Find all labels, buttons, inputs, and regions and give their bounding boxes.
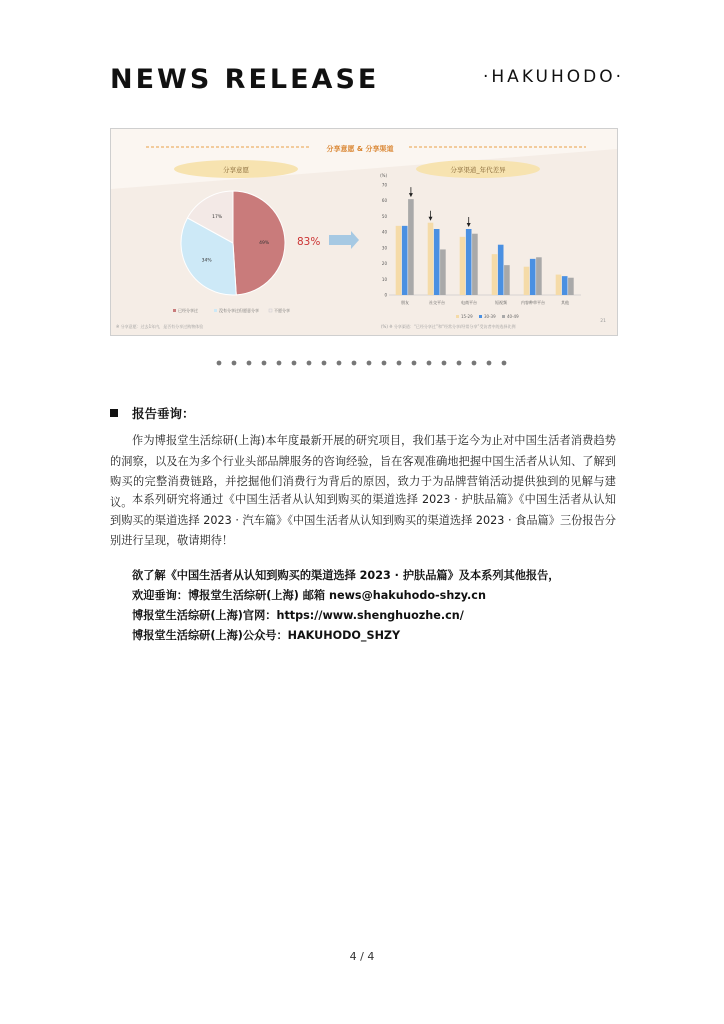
square-bullet-icon bbox=[110, 409, 118, 417]
bar bbox=[556, 275, 562, 295]
bar bbox=[568, 278, 574, 295]
divider-dot bbox=[457, 361, 462, 366]
bar bbox=[408, 199, 414, 295]
bar-legend-swatch bbox=[502, 315, 505, 318]
divider-dot bbox=[442, 361, 447, 366]
bar bbox=[530, 259, 536, 295]
bar bbox=[472, 234, 478, 295]
divider-dot bbox=[367, 361, 372, 366]
y-tick-label: 20 bbox=[381, 261, 387, 267]
divider-dot bbox=[352, 361, 357, 366]
bar-legend-swatch bbox=[456, 315, 459, 318]
paragraph-1: 作为博报堂生活综研(上海)本年度最新开展的研究项目，我们基于迄今为止对中国生活者消费趋势的洞察，以及在为多个行业头部品牌服务的咨询经验，旨在客观准确地把握中国生活者从认知、了解到购买的完整消费链路，并挖掘他们消费行为背后的原因，致力于为品牌营销活动提供独到的见解与建议。 bbox=[110, 434, 616, 509]
dot-divider bbox=[215, 357, 510, 369]
divider-dot bbox=[337, 361, 342, 366]
divider-dot bbox=[307, 361, 312, 366]
divider-dot bbox=[262, 361, 267, 366]
left-title: 分享意愿 bbox=[223, 166, 249, 174]
bar-legend-swatch bbox=[479, 315, 482, 318]
x-tick-label: 社交平台 bbox=[429, 300, 445, 305]
y-tick-label: 0 bbox=[384, 292, 387, 298]
pie-legend-label: 已经分享过 bbox=[178, 308, 198, 313]
section-heading-text: 报告垂询： bbox=[132, 406, 195, 421]
news-release-title: NEWS RELEASE bbox=[110, 64, 380, 95]
highlight-percent: 83% bbox=[297, 236, 321, 248]
bar bbox=[504, 265, 510, 295]
y-tick-label: 70 bbox=[381, 182, 387, 188]
pie-legend-label: 没有分享过但愿意分享 bbox=[219, 308, 259, 313]
pie-legend-label: 不愿分享 bbox=[274, 308, 290, 313]
contact-block bbox=[132, 566, 559, 646]
divider-dot bbox=[247, 361, 252, 366]
pie-legend-swatch bbox=[173, 309, 176, 312]
right-footnote: (%) ※ 分享渠道：“已经分享过”和“经常分享/经常分享”受访者中的选择比例 bbox=[381, 324, 516, 329]
pie-slice-label: 49% bbox=[259, 241, 270, 247]
divider-dot bbox=[277, 361, 282, 366]
pie-legend-swatch bbox=[214, 309, 217, 312]
bar bbox=[434, 229, 440, 295]
y-tick-label: 30 bbox=[381, 245, 387, 251]
contact-line-1: 欲了解《中国生活者从认知到购买的渠道选择 2023 · 护肤品篇》及本系列其他报告， bbox=[132, 569, 560, 582]
bar-legend bbox=[456, 314, 519, 319]
paragraph-2: 本系列研究将通过《中国生活者从认知到购买的渠道选择 2023 · 护肤品篇》《中国生活者从认知到购买的渠道选择 2023 · 汽车篇》《中国生活者从认知到购买的渠道选择 2023 · 食品篇》三份报告分别进行呈现，敬请期待！ bbox=[110, 493, 616, 547]
x-tick-label: 朋友 bbox=[401, 300, 409, 305]
divider-dot bbox=[487, 361, 492, 366]
bar bbox=[492, 254, 498, 295]
contact-line-4: 博报堂生活综研(上海)公众号：HAKUHODO_SHZY bbox=[132, 629, 401, 642]
pie-legend-swatch bbox=[269, 309, 272, 312]
bar bbox=[396, 226, 402, 295]
page-number: 4 / 4 bbox=[349, 950, 375, 963]
pie-slice-label: 17% bbox=[212, 215, 223, 221]
bar bbox=[402, 226, 408, 295]
divider-dot bbox=[217, 361, 222, 366]
bar bbox=[440, 249, 446, 295]
bar bbox=[562, 276, 568, 295]
contact-line-2: 欢迎垂询：博报堂生活综研(上海) 邮箱 news@hakuhodo-shzy.cn bbox=[132, 589, 486, 602]
bar bbox=[498, 245, 504, 295]
bar bbox=[428, 223, 434, 295]
divider-dot bbox=[427, 361, 432, 366]
figure-page-mark: 21 bbox=[600, 319, 606, 324]
bar-legend-label: 15-29 bbox=[461, 314, 473, 319]
divider-dot bbox=[232, 361, 237, 366]
banner-title: 分享意愿 & 分享渠道 bbox=[326, 145, 394, 153]
hakuhodo-logo: ·HAKUHODO· bbox=[483, 67, 624, 87]
bar bbox=[536, 257, 542, 295]
contact-line-3: 博报堂生活综研(上海)官网：https://www.shenghuozhe.cn/ bbox=[132, 609, 464, 622]
divider-dot bbox=[382, 361, 387, 366]
bar-legend-label: 30-39 bbox=[484, 314, 496, 319]
x-tick-label: 电商平台 bbox=[461, 300, 477, 305]
y-tick-label: 50 bbox=[381, 213, 387, 219]
y-tick-label: 60 bbox=[381, 198, 387, 204]
right-title: 分享渠道_年代差异 bbox=[450, 166, 506, 174]
left-footnote: ※ 分享意愿：过去1年内，是否有分享过购物体验 bbox=[116, 324, 204, 329]
x-tick-label: 短视频 bbox=[495, 300, 507, 305]
divider-dot bbox=[412, 361, 417, 366]
bar bbox=[460, 237, 466, 295]
bar-legend-label: 40-49 bbox=[507, 314, 519, 319]
pie-chart bbox=[181, 191, 285, 295]
bar bbox=[466, 229, 472, 295]
bar bbox=[524, 267, 530, 295]
report-figure bbox=[110, 128, 618, 336]
divider-dot bbox=[322, 361, 327, 366]
section-heading bbox=[110, 404, 195, 422]
y-tick-label: 10 bbox=[381, 276, 387, 282]
x-tick-label: 内容种草平台 bbox=[521, 300, 545, 305]
divider-dot bbox=[472, 361, 477, 366]
y-axis-unit: (%) bbox=[380, 173, 387, 178]
divider-dot bbox=[502, 361, 507, 366]
x-tick-label: 其他 bbox=[561, 300, 569, 305]
figure-canvas bbox=[111, 129, 617, 335]
pie-slice-label: 34% bbox=[201, 258, 212, 264]
divider-dot bbox=[292, 361, 297, 366]
divider-dot bbox=[397, 361, 402, 366]
y-tick-label: 40 bbox=[381, 229, 387, 235]
